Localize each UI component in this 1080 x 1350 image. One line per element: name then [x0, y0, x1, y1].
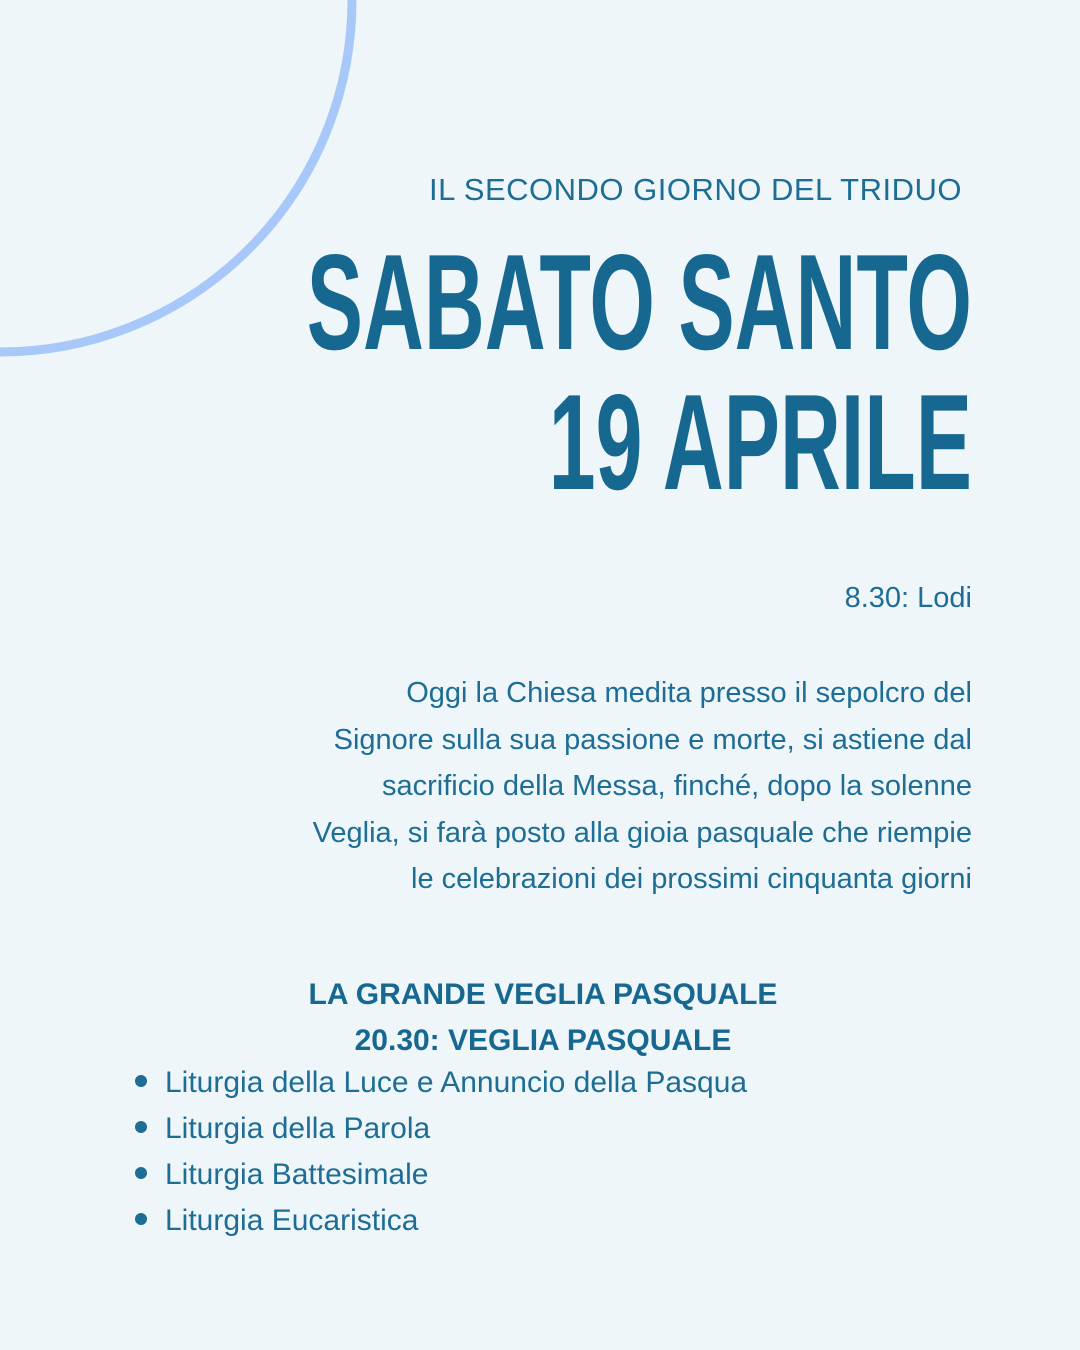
bullet-icon	[135, 1075, 147, 1087]
page-title	[306, 226, 972, 518]
list-item	[135, 1060, 747, 1106]
bullet-icon	[135, 1167, 147, 1179]
list-item-label: Liturgia della Parola	[165, 1112, 431, 1145]
kicker-text: IL SECONDO GIORNO DEL TRIDUO	[428, 172, 962, 207]
description-line: Oggi la Chiesa medita presso il sepolcro del	[406, 677, 972, 709]
description-paragraph	[92, 670, 972, 903]
title-line-day: SABATO SANTO	[306, 226, 972, 378]
description-line: Veglia, si farà posto alla gioia pasquale che riempie	[312, 816, 972, 849]
description-line: le celebrazioni dei prossimi cinquanta giorni	[411, 863, 972, 895]
list-item	[135, 1152, 747, 1198]
title-line-date: 19 APRILE	[548, 366, 972, 518]
vigil-heading	[0, 972, 1080, 1064]
vigil-list	[135, 1060, 747, 1244]
vigil-time: 20.30: VEGLIA PASQUALE	[354, 1024, 732, 1057]
description-line: sacrificio della Messa, finché, dopo la solenne	[382, 770, 972, 802]
list-item-label: Liturgia della Luce e Annuncio della Pasqua	[165, 1066, 748, 1099]
list-item	[135, 1106, 747, 1152]
list-item	[135, 1198, 747, 1244]
bullet-icon	[135, 1213, 147, 1225]
list-item-label: Liturgia Eucaristica	[165, 1204, 419, 1237]
bullet-icon	[135, 1121, 147, 1133]
lodi-time: 8.30: Lodi	[844, 582, 972, 614]
description-line: Signore sulla sua passione e morte, si astiene dal	[333, 723, 972, 756]
vigil-title: LA GRANDE VEGLIA PASQUALE	[308, 978, 778, 1011]
list-item-label: Liturgia Battesimale	[165, 1158, 429, 1191]
